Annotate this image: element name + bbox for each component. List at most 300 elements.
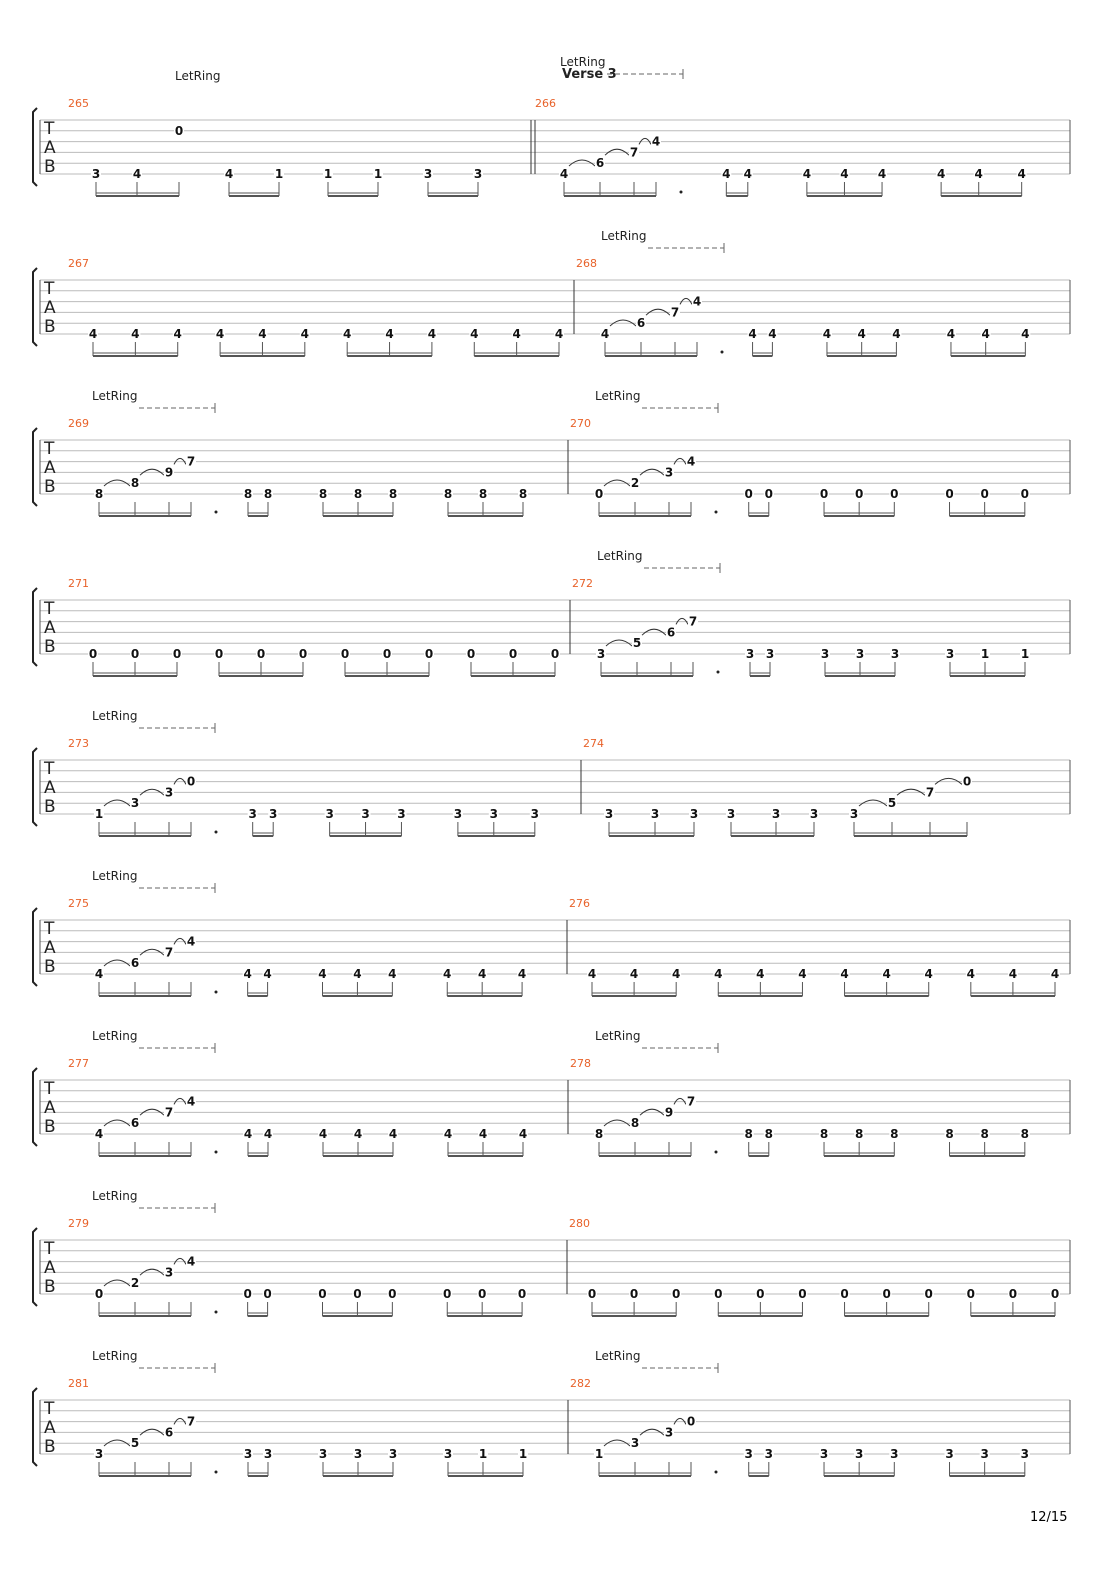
system-bracket xyxy=(33,588,37,666)
tab-clef-letter: T xyxy=(44,1079,55,1099)
fret-number: 3 xyxy=(764,1447,773,1461)
fret-number: 3 xyxy=(726,807,736,821)
dot xyxy=(721,351,724,354)
tab-system xyxy=(33,1189,1070,1316)
bar-number: 269 xyxy=(68,417,89,430)
fret-number: 0 xyxy=(587,1287,597,1301)
fret-number: 4 xyxy=(802,167,812,181)
fret-number: 4 xyxy=(748,327,757,341)
fret-number: 8 xyxy=(263,487,273,501)
fret-number: 0 xyxy=(340,647,350,661)
fret-number: 4 xyxy=(600,327,610,341)
fret-number: 4 xyxy=(478,1127,488,1141)
fret-number: 0 xyxy=(243,1287,252,1301)
tab-clef-letter: T xyxy=(44,599,55,619)
system-bracket xyxy=(33,1388,37,1466)
fret-number: 1 xyxy=(1020,647,1030,661)
bar-number: 278 xyxy=(570,1057,591,1070)
fret-number: 5 xyxy=(887,796,897,811)
fret-number: 0 xyxy=(298,647,308,661)
fret-number: 3 xyxy=(489,807,498,821)
fret-number: 0 xyxy=(966,1287,975,1301)
fret-number: 0 xyxy=(882,1287,891,1301)
dot xyxy=(215,1311,218,1314)
fret-number: 3 xyxy=(945,647,955,661)
tab-clef-letter: T xyxy=(44,759,55,779)
fret-number: 0 xyxy=(466,647,476,661)
fret-number: 4 xyxy=(756,967,765,981)
fret-number: 4 xyxy=(512,327,521,341)
fret-number: 5 xyxy=(130,1436,140,1451)
system-bracket xyxy=(33,908,37,986)
fret-number: 3 xyxy=(388,1447,398,1461)
fret-number: 4 xyxy=(686,454,696,469)
fret-number: 3 xyxy=(980,1447,989,1461)
letring-label: LetRing xyxy=(175,69,221,83)
fret-number: 6 xyxy=(595,156,605,171)
fret-number: 7 xyxy=(186,454,196,469)
bar-number: 280 xyxy=(569,1217,590,1230)
fret-number: 4 xyxy=(517,967,527,981)
fret-number: 4 xyxy=(629,967,639,981)
fret-number: 7 xyxy=(164,1105,174,1120)
fret-number: 4 xyxy=(318,967,327,981)
fret-number: 9 xyxy=(664,1105,674,1120)
fret-number: 4 xyxy=(94,1127,104,1141)
system-bracket xyxy=(33,1068,37,1146)
fret-number: 8 xyxy=(243,487,253,501)
bar-number: 265 xyxy=(68,97,89,110)
fret-number: 8 xyxy=(518,487,528,501)
fret-number: 0 xyxy=(130,647,140,661)
fret-number: 8 xyxy=(819,1127,829,1141)
fret-number: 4 xyxy=(714,967,723,981)
fret-number: 0 xyxy=(1050,1287,1060,1301)
fret-number: 0 xyxy=(756,1287,765,1301)
bar-number: 271 xyxy=(68,577,89,590)
fret-number: 0 xyxy=(382,647,392,661)
fret-number: 0 xyxy=(962,774,972,789)
fret-number: 4 xyxy=(798,967,807,981)
tab-clef-letter: B xyxy=(44,637,56,657)
fret-number: 4 xyxy=(822,327,832,341)
fret-number: 4 xyxy=(353,967,362,981)
dot xyxy=(717,671,720,674)
fret-number: 0 xyxy=(443,1287,452,1301)
fret-number: 3 xyxy=(397,807,406,821)
tab-clef-letter: B xyxy=(44,477,56,497)
fret-number: 0 xyxy=(517,1287,527,1301)
tab-clef-letter: A xyxy=(44,298,56,318)
fret-number: 0 xyxy=(594,487,604,501)
fret-number: 0 xyxy=(819,487,829,501)
fret-number: 3 xyxy=(164,785,174,800)
fret-number: 8 xyxy=(744,1127,753,1141)
tab-clef-letter: T xyxy=(44,439,55,459)
fret-number: 4 xyxy=(722,167,731,181)
fret-number: 0 xyxy=(186,774,196,789)
fret-number: 4 xyxy=(672,967,681,981)
fret-number: 4 xyxy=(1008,967,1018,981)
fret-number: 4 xyxy=(882,967,891,981)
tab-system xyxy=(33,709,1070,836)
fret-number: 4 xyxy=(94,967,104,981)
fret-number: 4 xyxy=(768,327,777,341)
fret-number: 4 xyxy=(587,967,597,981)
system-bracket xyxy=(33,748,37,826)
letring-label: LetRing xyxy=(595,1349,641,1363)
fret-number: 3 xyxy=(855,647,865,661)
fret-number: 4 xyxy=(518,1127,528,1141)
fret-number: 6 xyxy=(130,1116,140,1131)
fret-number: 4 xyxy=(88,327,98,341)
fret-number: 8 xyxy=(980,1127,989,1141)
tab-clef-letter: A xyxy=(44,1418,56,1438)
fret-number: 4 xyxy=(263,967,272,981)
fret-number: 3 xyxy=(809,807,819,821)
fret-number: 4 xyxy=(173,327,182,341)
fret-number: 0 xyxy=(629,1287,639,1301)
fret-number: 3 xyxy=(890,1447,899,1461)
fret-number: 0 xyxy=(714,1287,723,1301)
letring-label: LetRing xyxy=(92,1189,138,1203)
tab-clef-letter: T xyxy=(44,1239,55,1259)
fret-number: 0 xyxy=(388,1287,397,1301)
tab-clef-letter: T xyxy=(44,919,55,939)
fret-number: 3 xyxy=(269,807,278,821)
tab-system xyxy=(33,1029,1070,1156)
fret-number: 3 xyxy=(361,807,370,821)
bar-number: 274 xyxy=(583,737,604,750)
tab-system xyxy=(33,389,1070,516)
fret-number: 8 xyxy=(478,487,488,501)
fret-number: 9 xyxy=(164,465,174,480)
fret-number: 0 xyxy=(353,1287,362,1301)
fret-number: 4 xyxy=(388,967,397,981)
fret-number: 4 xyxy=(443,967,452,981)
fret-number: 0 xyxy=(214,647,224,661)
fret-number: 3 xyxy=(596,647,606,661)
letring-label: LetRing xyxy=(595,389,641,403)
fret-number: 3 xyxy=(689,807,699,821)
fret-number: 7 xyxy=(164,945,174,960)
letring-label: LetRing xyxy=(597,549,643,563)
fret-number: 3 xyxy=(854,1447,864,1461)
fret-number: 4 xyxy=(427,327,437,341)
fret-number: 4 xyxy=(743,167,752,181)
fret-number: 0 xyxy=(686,1414,696,1429)
fret-number: 3 xyxy=(650,807,660,821)
dot xyxy=(215,511,218,514)
fret-number: 8 xyxy=(945,1127,954,1141)
tab-system xyxy=(33,869,1070,996)
fret-number: 4 xyxy=(443,1127,453,1141)
fret-number: 8 xyxy=(854,1127,864,1141)
fret-number: 4 xyxy=(243,967,252,981)
tab-clef-letter: A xyxy=(44,778,56,798)
fret-number: 8 xyxy=(353,487,363,501)
fret-number: 4 xyxy=(554,327,564,341)
fret-number: 4 xyxy=(559,167,569,181)
fret-number: 1 xyxy=(478,1447,488,1461)
fret-number: 0 xyxy=(88,647,98,661)
fret-number: 7 xyxy=(925,785,935,800)
fret-number: 4 xyxy=(840,167,849,181)
fret-number: 3 xyxy=(423,167,433,181)
fret-number: 0 xyxy=(1008,1287,1018,1301)
fret-number: 0 xyxy=(764,487,773,501)
fret-number: 4 xyxy=(343,327,352,341)
system-bracket xyxy=(33,1228,37,1306)
fret-number: 3 xyxy=(164,1265,174,1280)
fret-number: 4 xyxy=(1021,327,1030,341)
dot xyxy=(215,831,218,834)
fret-number: 8 xyxy=(890,1127,899,1141)
fret-number: 4 xyxy=(877,167,887,181)
fret-number: 0 xyxy=(424,647,434,661)
fret-number: 4 xyxy=(300,327,309,341)
fret-number: 0 xyxy=(840,1287,849,1301)
fret-number: 4 xyxy=(258,327,267,341)
fret-number: 4 xyxy=(131,327,140,341)
fret-number: 1 xyxy=(274,167,284,181)
tab-clef-letter: T xyxy=(44,119,55,139)
fret-number: 4 xyxy=(946,327,956,341)
fret-number: 0 xyxy=(854,487,864,501)
bar-number: 276 xyxy=(569,897,590,910)
fret-number: 8 xyxy=(94,487,104,501)
fret-number: 4 xyxy=(186,1094,196,1109)
dot xyxy=(715,511,718,514)
fret-number: 3 xyxy=(820,647,830,661)
fret-number: 5 xyxy=(632,636,642,651)
dot xyxy=(715,1151,718,1154)
tab-clef-letter: T xyxy=(44,279,55,299)
fret-number: 0 xyxy=(890,487,899,501)
fret-number: 4 xyxy=(1017,167,1026,181)
fret-number: 4 xyxy=(318,1127,328,1141)
tab-clef-letter: B xyxy=(44,1117,56,1137)
bar-number: 267 xyxy=(68,257,89,270)
fret-number: 3 xyxy=(530,807,540,821)
fret-number: 4 xyxy=(892,327,901,341)
fret-number: 7 xyxy=(629,145,639,160)
bar-number: 273 xyxy=(68,737,89,750)
fret-number: 4 xyxy=(186,1254,196,1269)
fret-number: 2 xyxy=(130,1276,140,1291)
dot xyxy=(215,1471,218,1474)
fret-number: 3 xyxy=(945,1447,954,1461)
tab-system xyxy=(33,549,1070,676)
bar-number: 272 xyxy=(572,577,593,590)
fret-number: 3 xyxy=(94,1447,104,1461)
tab-system xyxy=(33,1349,1070,1476)
fret-number: 8 xyxy=(318,487,328,501)
fret-number: 3 xyxy=(263,1447,273,1461)
tab-clef-letter: A xyxy=(44,458,56,478)
fret-number: 3 xyxy=(443,1447,453,1461)
system-bracket xyxy=(33,428,37,506)
fret-number: 4 xyxy=(263,1127,273,1141)
fret-number: 1 xyxy=(94,807,104,821)
fret-number: 4 xyxy=(981,327,990,341)
fret-number: 4 xyxy=(936,167,946,181)
fret-number: 7 xyxy=(688,614,698,629)
fret-number: 1 xyxy=(373,167,383,181)
dot xyxy=(215,991,218,994)
fret-number: 4 xyxy=(215,327,225,341)
letring-label: LetRing xyxy=(595,1029,641,1043)
fret-number: 3 xyxy=(771,807,781,821)
dot xyxy=(680,191,683,194)
tab-clef-letter: A xyxy=(44,1098,56,1118)
fret-number: 3 xyxy=(664,1425,674,1440)
fret-number: 7 xyxy=(186,1414,196,1429)
fret-number: 6 xyxy=(130,956,140,971)
letring-label: LetRing xyxy=(92,709,138,723)
fret-number: 0 xyxy=(924,1287,933,1301)
letring-label: LetRing xyxy=(560,55,606,69)
fret-number: 4 xyxy=(388,1127,398,1141)
fret-number: 6 xyxy=(164,1425,174,1440)
fret-number: 3 xyxy=(630,1436,640,1451)
fret-number: 4 xyxy=(857,327,866,341)
tab-clef-letter: B xyxy=(44,797,56,817)
fret-number: 8 xyxy=(443,487,453,501)
fret-number: 0 xyxy=(172,647,182,661)
fret-number: 0 xyxy=(550,647,560,661)
letring-label: LetRing xyxy=(92,389,138,403)
fret-number: 4 xyxy=(224,167,234,181)
fret-number: 8 xyxy=(388,487,398,501)
system-bracket xyxy=(33,108,37,186)
letring-label: LetRing xyxy=(92,1349,138,1363)
fret-number: 2 xyxy=(630,476,640,491)
tab-clef-letter: A xyxy=(44,138,56,158)
fret-number: 0 xyxy=(798,1287,807,1301)
fret-number: 3 xyxy=(325,807,334,821)
tab-clef-letter: B xyxy=(44,1437,56,1457)
bar-number: 282 xyxy=(570,1377,591,1390)
fret-number: 4 xyxy=(477,967,487,981)
fret-number: 3 xyxy=(744,1447,753,1461)
fret-number: 3 xyxy=(890,647,900,661)
fret-number: 6 xyxy=(636,316,646,331)
fret-number: 3 xyxy=(604,807,614,821)
fret-number: 3 xyxy=(473,167,483,181)
fret-number: 0 xyxy=(1020,487,1029,501)
fret-number: 3 xyxy=(849,807,859,821)
fret-number: 1 xyxy=(980,647,990,661)
fret-number: 0 xyxy=(263,1287,272,1301)
fret-number: 0 xyxy=(744,487,753,501)
fret-number: 3 xyxy=(765,647,775,661)
tab-clef-letter: A xyxy=(44,1258,56,1278)
tab-clef-letter: T xyxy=(44,1399,55,1419)
fret-number: 3 xyxy=(819,1447,829,1461)
fret-number: 4 xyxy=(243,1127,253,1141)
bar-number: 266 xyxy=(535,97,556,110)
fret-number: 1 xyxy=(518,1447,528,1461)
fret-number: 0 xyxy=(94,1287,104,1301)
letring-label: LetRing xyxy=(92,1029,138,1043)
bar-number: 277 xyxy=(68,1057,89,1070)
system-bracket xyxy=(33,268,37,346)
fret-number: 4 xyxy=(692,294,702,309)
fret-number: 4 xyxy=(974,167,983,181)
fret-number: 3 xyxy=(745,647,755,661)
fret-number: 4 xyxy=(132,167,142,181)
tab-system xyxy=(33,229,1070,356)
tab-system xyxy=(33,55,1070,196)
tab-clef-letter: B xyxy=(44,957,56,977)
tab-clef-letter: A xyxy=(44,618,56,638)
fret-number: 3 xyxy=(248,807,257,821)
fret-number: 8 xyxy=(764,1127,773,1141)
fret-number: 1 xyxy=(323,167,333,181)
fret-number: 0 xyxy=(318,1287,327,1301)
section-marker: Verse 3 xyxy=(562,67,617,82)
fret-number: 0 xyxy=(672,1287,681,1301)
tab-clef-letter: B xyxy=(44,157,56,177)
fret-number: 4 xyxy=(186,934,196,949)
fret-number: 3 xyxy=(91,167,101,181)
fret-number: 3 xyxy=(664,465,674,480)
fret-number: 3 xyxy=(130,796,140,811)
fret-number: 4 xyxy=(385,327,394,341)
tab-clef-letter: B xyxy=(44,1277,56,1297)
bar-number: 279 xyxy=(68,1217,89,1230)
tab-clef-letter: A xyxy=(44,938,56,958)
bar-number: 281 xyxy=(68,1377,89,1390)
fret-number: 0 xyxy=(256,647,266,661)
fret-number: 0 xyxy=(477,1287,487,1301)
fret-number: 4 xyxy=(353,1127,363,1141)
fret-number: 6 xyxy=(666,625,676,640)
fret-number: 0 xyxy=(174,123,184,138)
fret-number: 0 xyxy=(508,647,518,661)
fret-number: 7 xyxy=(670,305,680,320)
fret-number: 3 xyxy=(353,1447,363,1461)
fret-number: 7 xyxy=(686,1094,696,1109)
fret-number: 3 xyxy=(1020,1447,1029,1461)
fret-number: 8 xyxy=(594,1127,604,1141)
page-number: 12/15 xyxy=(1030,1510,1068,1525)
fret-number: 4 xyxy=(924,967,933,981)
dot xyxy=(715,1471,718,1474)
fret-number: 3 xyxy=(243,1447,253,1461)
fret-number: 4 xyxy=(840,967,849,981)
letring-label: LetRing xyxy=(92,869,138,883)
bar-number: 275 xyxy=(68,897,89,910)
fret-number: 8 xyxy=(630,1116,640,1131)
fret-number: 4 xyxy=(470,327,479,341)
dot xyxy=(215,1151,218,1154)
tab-clef-letter: B xyxy=(44,317,56,337)
fret-number: 4 xyxy=(966,967,975,981)
fret-number: 0 xyxy=(945,487,954,501)
fret-number: 4 xyxy=(651,134,661,149)
fret-number: 0 xyxy=(980,487,989,501)
bar-number: 268 xyxy=(576,257,597,270)
letring-label: LetRing xyxy=(601,229,647,243)
fret-number: 8 xyxy=(130,476,140,491)
fret-number: 1 xyxy=(594,1447,604,1461)
fret-number: 4 xyxy=(1050,967,1060,981)
fret-number: 3 xyxy=(318,1447,328,1461)
fret-number: 8 xyxy=(1020,1127,1029,1141)
fret-number: 3 xyxy=(453,807,463,821)
